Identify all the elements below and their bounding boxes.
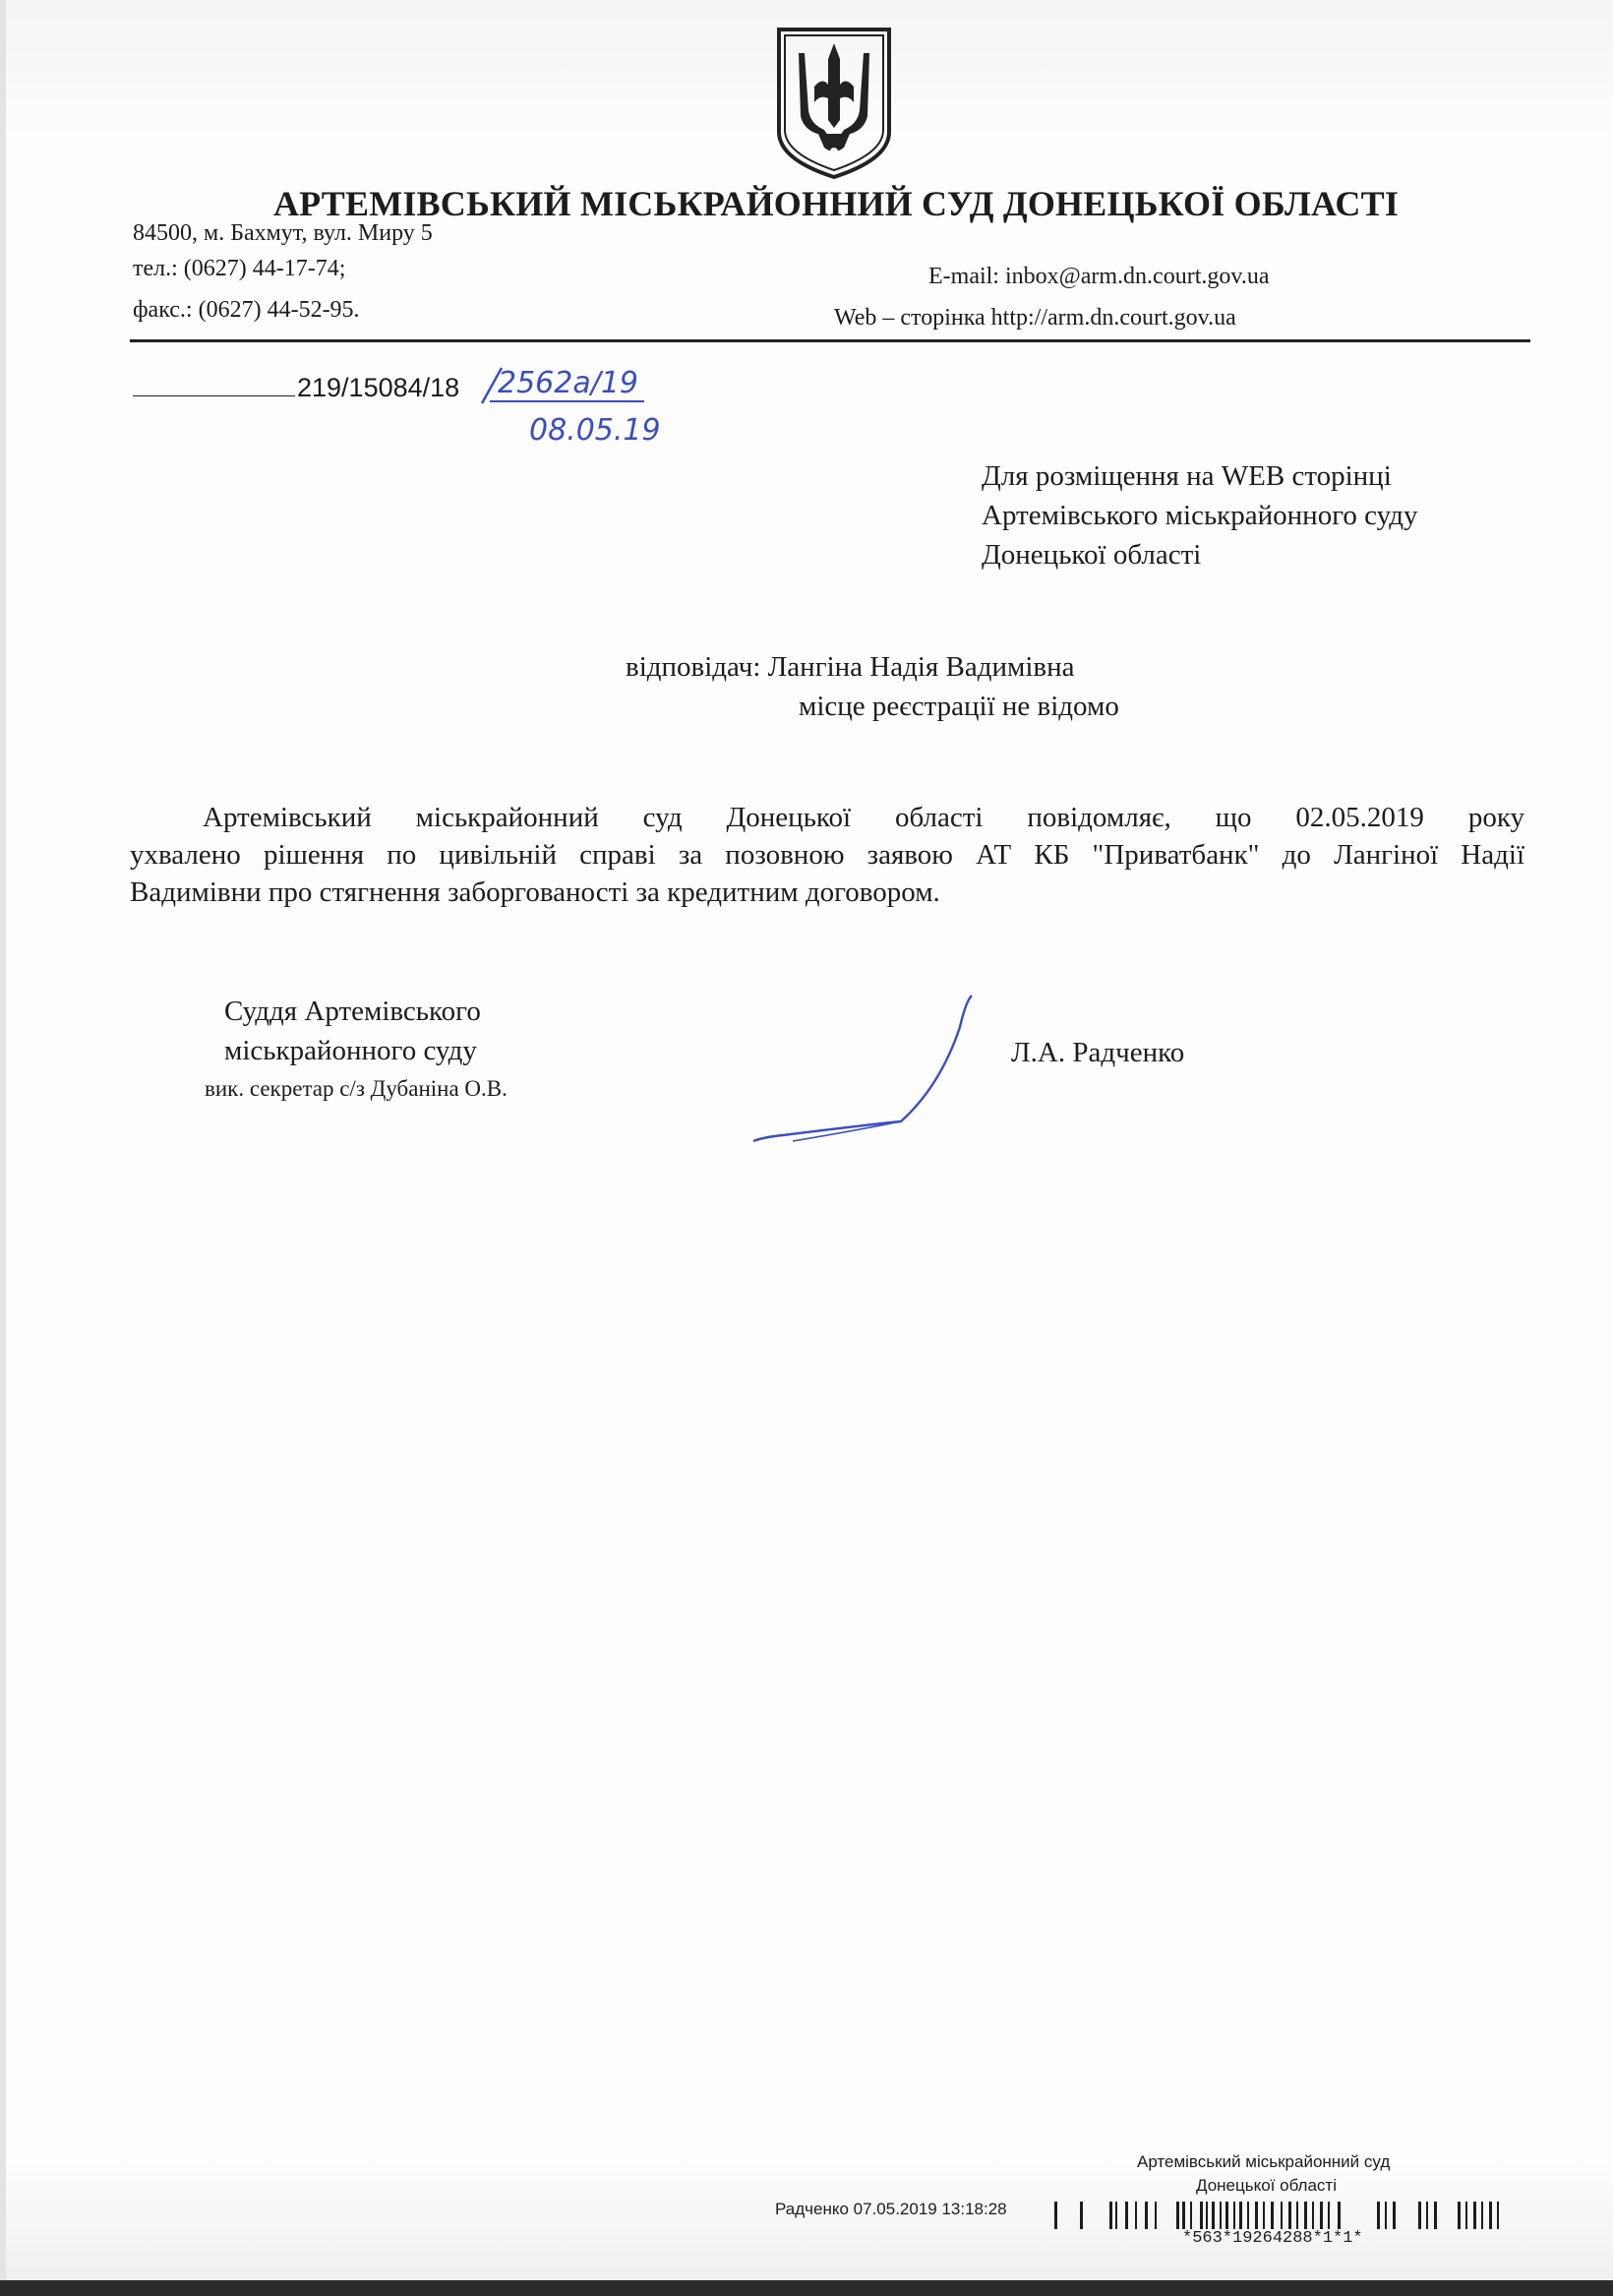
addressee-line: Донецької області: [982, 539, 1202, 571]
header-divider: [130, 339, 1530, 342]
paragraph-line: Артемівський міськрайонний суд Донецької області повідомляє, що 02.05.2019 року: [203, 802, 1524, 833]
case-number: 219/15084/18: [297, 373, 460, 402]
handwritten-signature: [744, 988, 999, 1155]
addressee-line: Артемівського міськрайонного суду: [982, 500, 1418, 531]
scan-edge: [0, 0, 6, 2296]
court-website: Web – сторінка http://arm.dn.court.gov.ua: [834, 305, 1236, 331]
court-email: E-mail: inbox@arm.dn.court.gov.ua: [928, 264, 1270, 289]
judge-title: міськрайонного суду: [224, 1035, 477, 1066]
secretary-note: вик. секретар с/з Дубаніна О.В.: [205, 1076, 508, 1101]
scan-bottom-edge: [0, 2280, 1613, 2296]
coat-of-arms-icon: [775, 26, 893, 181]
paragraph-line: ухвалено рішення по цивільній справі за позовною заявою АТ КБ "Приватбанк" до Лангіної Надії: [130, 839, 1524, 871]
barcode-number: *563*19264288*1*1*: [1182, 2229, 1363, 2248]
footer-court-region: Донецької області: [1196, 2176, 1337, 2195]
case-blank: [133, 372, 295, 396]
case-number-line: [133, 372, 459, 403]
notice-paragraph: [130, 799, 1524, 911]
court-address: 84500, м. Бахмут, вул. Миру 5: [133, 220, 433, 246]
defendant-name: відповідач: Лангіна Надія Вадимівна: [626, 651, 1075, 683]
judge-name: Л.А. Радченко: [1011, 1037, 1185, 1068]
judge-title: Суддя Артемівського: [224, 996, 481, 1027]
addressee-line: Для розміщення на WEB сторінці: [982, 460, 1392, 492]
barcode-icon: [1052, 2200, 1515, 2231]
court-fax: факс.: (0627) 44-52-95.: [133, 297, 360, 323]
footer-court-name: Артемівський міськрайонний суд: [1137, 2152, 1391, 2171]
court-phone: тел.: (0627) 44-17-74;: [133, 256, 346, 281]
handwritten-outgoing-number: 2562а/19: [490, 366, 644, 402]
handwritten-date: 08.05.19: [529, 413, 661, 448]
court-title: АРТЕМІВСЬКИЙ МІСЬКРАЙОННИЙ СУД ДОНЕЦЬКОЇ ОБЛАСТІ: [272, 184, 1400, 223]
paragraph-line: Вадимівни про стягнення заборгованості за кредитним договором.: [130, 876, 940, 908]
footer-timestamp: Радченко 07.05.2019 13:18:28: [775, 2200, 1007, 2218]
defendant-registration: місце реєстрації не відомо: [799, 691, 1119, 722]
